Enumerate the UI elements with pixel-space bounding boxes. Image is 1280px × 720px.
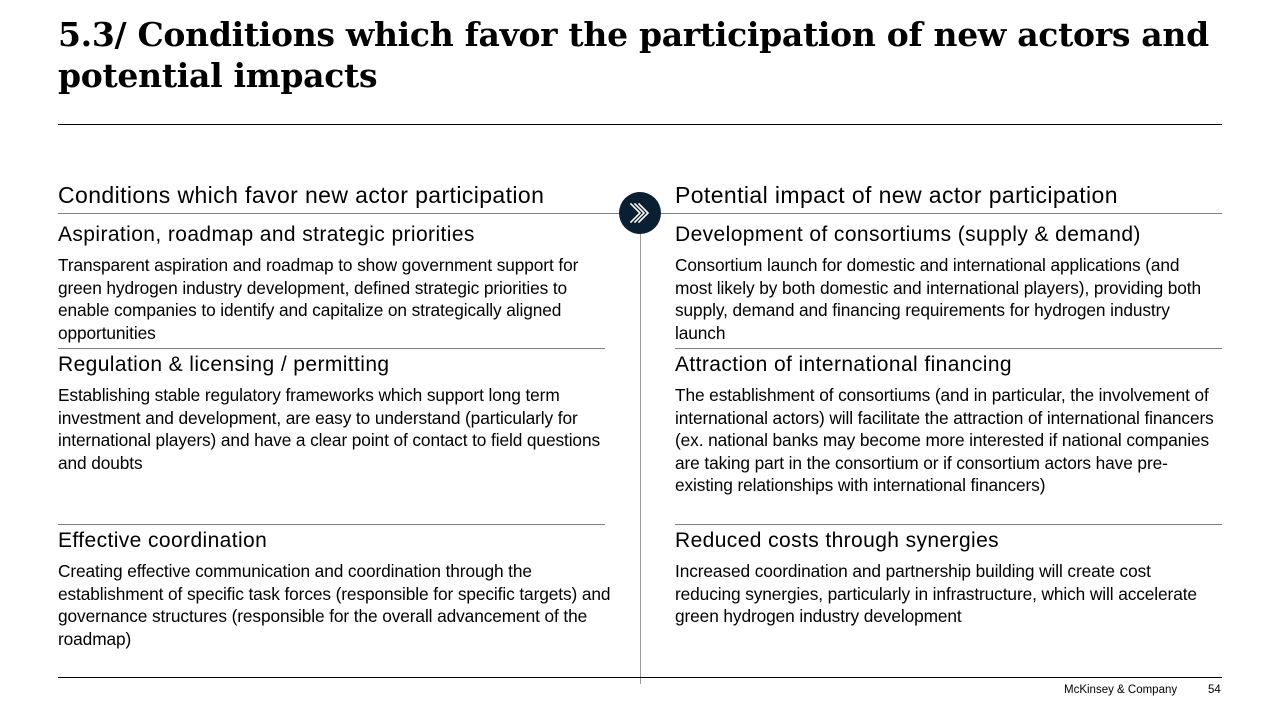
row-divider <box>675 524 1222 525</box>
column-divider <box>640 222 641 684</box>
section-title: Regulation & licensing / permitting <box>58 353 390 376</box>
condition-regulation <box>58 352 618 474</box>
section-title: Development of consortiums (supply & demand) <box>675 223 1141 246</box>
impact-financing <box>675 352 1220 497</box>
impact-synergies <box>675 528 1220 628</box>
right-heading-divider <box>660 213 1222 214</box>
section-body: Consortium launch for domestic and international applications (and most likely by both domestic and international players), providing both supply, demand and financing requirements for hydrogen industry launch <box>675 255 1202 343</box>
section-title: Effective coordination <box>58 529 268 552</box>
double-chevron-right-icon <box>619 192 661 234</box>
row-divider <box>675 348 1222 349</box>
section-body: Establishing stable regulatory frameworks which support long term investment and development, are easy to understand (particularly for international players) and have a clear point of contact to field questions and doubts <box>58 385 600 473</box>
left-heading-divider <box>58 213 620 214</box>
section-title: Attraction of international financing <box>675 353 1012 376</box>
condition-coordination <box>58 528 618 650</box>
section-body: Creating effective communication and coordination through the establishment of specific task forces (responsible for specific targets) and governance structures (responsible for the overall advancement of the roadmap) <box>58 561 611 649</box>
page-number: 54 <box>1208 684 1221 696</box>
footer-brand: McKinsey & Company <box>1064 684 1178 696</box>
chevron-badge <box>619 192 661 234</box>
page-title: 5.3/ Conditions which favor the participation of new actors and potential impacts <box>58 15 1209 95</box>
condition-aspiration <box>58 222 618 344</box>
section-body: Transparent aspiration and roadmap to show government support for green hydrogen industry development, defined strategic priorities to enable companies to identify and capitalize on strategically aligned opportunities <box>58 255 579 343</box>
right-column-heading: Potential impact of new actor participation <box>675 182 1118 208</box>
footer-divider <box>58 677 1222 678</box>
section-title: Reduced costs through synergies <box>675 529 1000 552</box>
left-column-heading: Conditions which favor new actor participation <box>58 182 545 208</box>
section-body: The establishment of consortiums (and in particular, the involvement of international actors) will facilitate the attraction of international financers (ex. national banks may become more interested if national companies are taking part in the consortium or if consortium actors have pre-existing relationships with international financers) <box>675 385 1214 496</box>
row-divider <box>58 348 605 349</box>
title-divider <box>58 124 1222 125</box>
section-body: Increased coordination and partnership building will create cost reducing synergies, particularly in infrastructure, which will accelerate green hydrogen industry development <box>675 561 1197 627</box>
impact-consortiums <box>675 222 1220 344</box>
section-title: Aspiration, roadmap and strategic priorities <box>58 223 475 246</box>
row-divider <box>58 524 605 525</box>
